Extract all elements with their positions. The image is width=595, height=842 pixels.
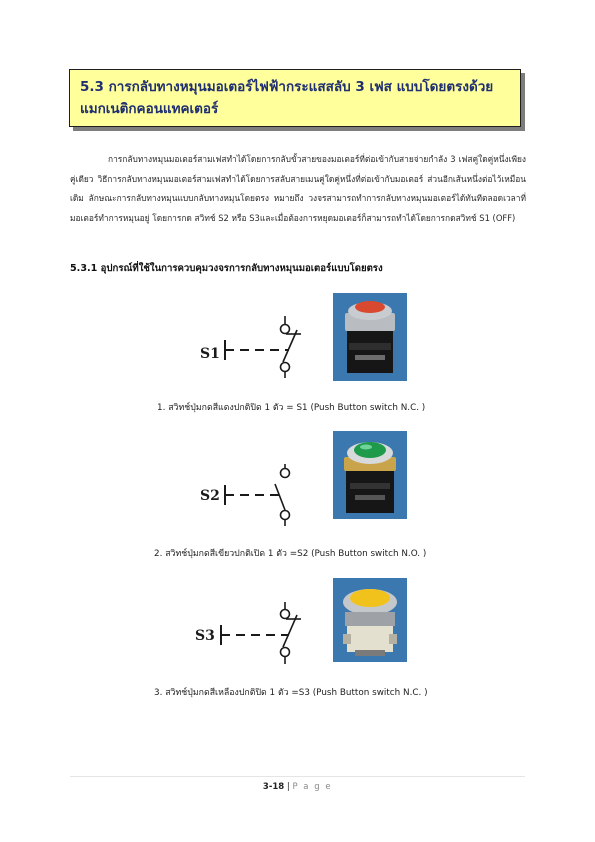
s2-symbol-diagram: [195, 460, 315, 530]
red-button-cap: [355, 301, 385, 313]
footer-separator: |: [284, 782, 293, 792]
item-caption: 3. สวิทช์ปุ่มกดสีเหลืองปกติปิด 1 ตัว =S3 (Push Button switch N.C. ): [154, 688, 428, 698]
s1-symbol-diagram: [195, 310, 315, 380]
page-number: 3-18: [262, 782, 285, 792]
section-title-box: [69, 69, 521, 127]
yellow-push-button-photo: [333, 578, 407, 662]
item-caption: 2. สวิทช์ปุ่มกดสีเขียวปกติเปิด 1 ตัว =S2 (Push Button switch N.O. ): [154, 549, 427, 559]
footer-divider: [70, 776, 525, 777]
item-caption: 1. สวิทช์ปุ่มกดสีแดงปกติปิด 1 ตัว = S1 (Push Button switch N.C. ): [157, 403, 426, 413]
s3-symbol-diagram: [195, 600, 315, 670]
yellow-button-cap: [350, 589, 390, 607]
page-label: P a g e: [292, 782, 333, 792]
s2-symbol-label: S2: [200, 488, 220, 504]
intro-paragraph: การกลับทางหมุนมอเตอร์สามเฟสทำได้โดยการกลับขั้วสายของมอเตอร์ที่ต่อเข้ากับสายจ่ายกำลัง 3 เฟสคู่ใดคู่หนึ่งเพียงคู่เดียว วิธีการกลับทางหมุนมอเตอร์สามเฟสทำได้โดยการสลับสายเมนคู่ใดคู่หนึ่งที่ต่อเข้ากับมอเตอร์ ส่วนอีกเส้นหนึ่งต่อไว้เหมือนเดิม ลักษณะการกลับทางหมุนแบบกลับทางหมุนโดยตรง หมายถึง วงจรสามารถทำการกลับทางหมุนมอเตอร์ได้ทันทีตลอดเวลาที่มอเตอร์ทำการหมุนอยู่ โดยการกด สวิทช์ S2 หรือ S3และเมื่อต้องการหยุดมอเตอร์ก็สามารถทำได้โดยการกดสวิทช์ S1 (OFF): [70, 154, 526, 223]
section-title-line1: 5.3 การกลับทางหมุนมอเตอร์ไฟฟ้ากระแสสลับ 3 เฟส แบบโดยตรงด้วย: [80, 79, 494, 95]
green-button-cap: [354, 442, 386, 458]
page-footer: [0, 782, 595, 792]
subsection-heading: 5.3.1 อุปกรณ์ที่ใช้ในการควบคุมวงจรการกลับทางหมุนมอเตอร์แบบโดยตรง: [70, 263, 383, 274]
s1-symbol-label: S1: [200, 346, 220, 362]
red-push-button-photo: [333, 293, 407, 381]
green-push-button-photo: [333, 431, 407, 519]
section-title-line2: แมกเนติกคอนแทคเตอร์: [80, 101, 219, 117]
s3-symbol-label: S3: [195, 628, 215, 644]
